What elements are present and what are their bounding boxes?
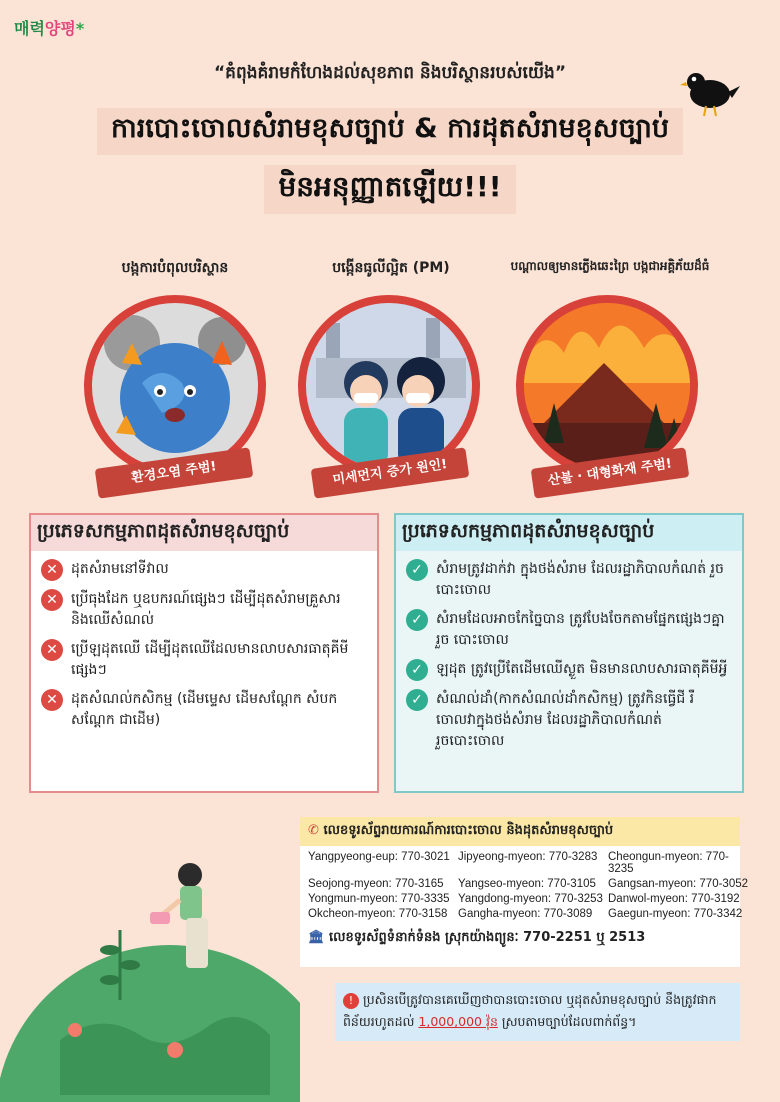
logo	[14, 16, 84, 39]
earth-icon	[92, 303, 258, 469]
exclamation-icon: !	[343, 993, 359, 1009]
list-item	[41, 639, 367, 681]
prohibited-item-text: ដុតសំណល់កសិកម្ម (ដើមម្ទេស ដើមសណ្តែក សំបកសណ្តែក ជាដើម)	[71, 691, 338, 728]
proper-disposal-box	[394, 513, 744, 793]
phone-entry: Okcheon-myeon: 770-3158	[308, 908, 448, 920]
list-item	[406, 609, 732, 651]
check-mark-icon: ✓	[406, 689, 428, 711]
green-earth-illustration	[0, 820, 300, 1102]
phone-entry: Yongmun-myeon: 770-3335	[308, 893, 450, 905]
phone-entry: Yangpyeong-eup: 770-3021	[308, 851, 450, 863]
phone-box-title	[300, 817, 740, 846]
proper-disposal-title: ប្រភេទសកម្មភាពដុតសំរាមខុសច្បាប់	[396, 515, 742, 551]
report-phone-box	[300, 817, 749, 967]
fine-amount: 1,000,000 វ៉ុន	[418, 1014, 498, 1029]
county-office-text: លេខទូរស័ព្ទទំនាក់ទំនង ស្រុកយ៉ាងព្យូនៈ 770-2251 ឬ 2513	[329, 930, 646, 945]
check-mark-icon: ✓	[406, 659, 428, 681]
phone-box-title-text: លេខទូរស័ព្ទរាយការណ៍ការបោះចោល និងដុតសំរាមខុសច្បាប់	[323, 823, 614, 838]
phone-icon: ✆	[308, 823, 319, 838]
check-mark-icon: ✓	[406, 609, 428, 631]
fire-icon	[524, 303, 690, 469]
fine-warning-box	[335, 983, 740, 1041]
x-mark-icon: ✕	[41, 639, 63, 661]
circle-label-pollution: បង្កការបំពុលបរិស្ថាន	[121, 260, 229, 276]
list-item	[406, 559, 732, 601]
prohibited-activities-box	[29, 513, 379, 793]
phone-entry: Cheongun-myeon: 770-3235	[608, 851, 729, 875]
fine-warning-text: ប្រសិនបើត្រូវបានគេឃើញថាបានបោះចោល ឬដុតសំរាមខុសច្បាប់ នឹងត្រូវផាកពិន័យរហូតដល់	[343, 992, 717, 1029]
list-item	[406, 659, 732, 681]
prohibited-item-text: ប្រើធុងដែក ឬឧបករណ៍ផ្សេងៗ ដើម្បីដុតសំរាមគ្រួសារ និងឈើសំណល់	[71, 591, 341, 628]
masked-people-icon	[306, 303, 472, 469]
x-mark-icon: ✕	[41, 689, 63, 711]
x-mark-icon: ✕	[41, 589, 63, 611]
fine-warning-text-end: ស្របតាមច្បាប់ដែលពាក់ព័ន្ធ។	[497, 1014, 637, 1029]
poster-title-text2: មិនអនុញ្ញាតឡើយ!!!	[264, 165, 515, 214]
prohibited-item-text: ប្រើឡដុតឈើ ដើម្បីដុតឈើដែលមានលាបសារធាតុគីមីផ្សេងៗ	[71, 641, 349, 678]
proper-item-text: ឡដុត ត្រូវប្រើតែដើមឈើស្ងួត មិនមានលាបសារធាតុគីមីអ្វី	[436, 661, 728, 677]
phone-entry: Gangsan-myeon: 770-3052	[608, 878, 749, 890]
phone-entry: Danwol-myeon: 770-3192	[608, 893, 740, 905]
phone-entry: Yangseo-myeon: 770-3105	[458, 878, 596, 890]
proper-item-text: សំរាមត្រូវដាក់វា ក្នុងថង់សំរាម ដែលរដ្ឋាភិបាលកំណត់ រួច បោះចោល	[436, 561, 724, 598]
list-item	[41, 559, 367, 581]
logo-text-green: 매력	[14, 19, 45, 38]
prohibited-activities-title: ប្រភេទសកម្មភាពដុតសំរាមខុសច្បាប់	[31, 515, 377, 551]
phone-entry: Yangdong-myeon: 770-3253	[458, 893, 603, 905]
phone-directory	[300, 846, 749, 925]
phone-entry: Gangha-myeon: 770-3089	[458, 908, 593, 920]
circle-label-fire: បណ្តាលឲ្យមានភ្លើងឆេះព្រៃ បង្កជាអគ្គិភ័យដ៏ធំ	[510, 259, 710, 273]
x-mark-icon: ✕	[41, 559, 63, 581]
prohibited-item-text: ដុតសំរាមនៅទីវាល	[71, 561, 169, 577]
list-item	[41, 689, 367, 731]
check-mark-icon: ✓	[406, 559, 428, 581]
logo-star: *	[75, 19, 85, 38]
poster-subtitle: “គំពុងគំរាមកំហែងដល់សុខភាព និងបរិស្ថានរបស់យើង”	[214, 63, 566, 83]
poster-title-line1	[0, 108, 780, 155]
banner-dust: 미세먼지 증가 원인!	[311, 447, 470, 498]
phone-entry: Jipyeong-myeon: 770-3283	[458, 851, 598, 863]
phone-entry: Gaegun-myeon: 770-3342	[608, 908, 743, 920]
circle-label-dust: បង្កើនធូលីល្អិត (PM)	[332, 260, 450, 276]
logo-text-pink: 양평	[44, 19, 76, 38]
banner-pollution: 환경오염 주범!	[95, 447, 254, 498]
government-building-icon: 🏛	[308, 930, 325, 945]
poster-title-text1: ការបោះចោលសំរាមខុសច្បាប់ & ការដុតសំរាមខុសច្បាប់	[97, 108, 683, 155]
poster-title-line2	[0, 165, 780, 214]
list-item	[406, 689, 732, 752]
proper-item-text: សំរាមដែលអាចកែច្នៃបាន ត្រូវបែងចែកតាមផ្នែកផ្សេងៗគ្នា រួច បោះចោល	[436, 611, 725, 648]
phone-entry: Seojong-myeon: 770-3165	[308, 878, 444, 890]
proper-item-text: សំណល់ដាំ(កាកសំណល់ដាំកសិកម្ម) ត្រូវកិនធ្វើជី រឺ ចោលវាក្នុងថង់សំរាម ដែលរដ្ឋាភិបាលកំណត់ រួចបោះចោល	[436, 691, 695, 749]
list-item	[41, 589, 367, 631]
county-office-line	[300, 925, 740, 952]
banner-fire: 산불 · 대형화재 주범!	[531, 447, 690, 498]
